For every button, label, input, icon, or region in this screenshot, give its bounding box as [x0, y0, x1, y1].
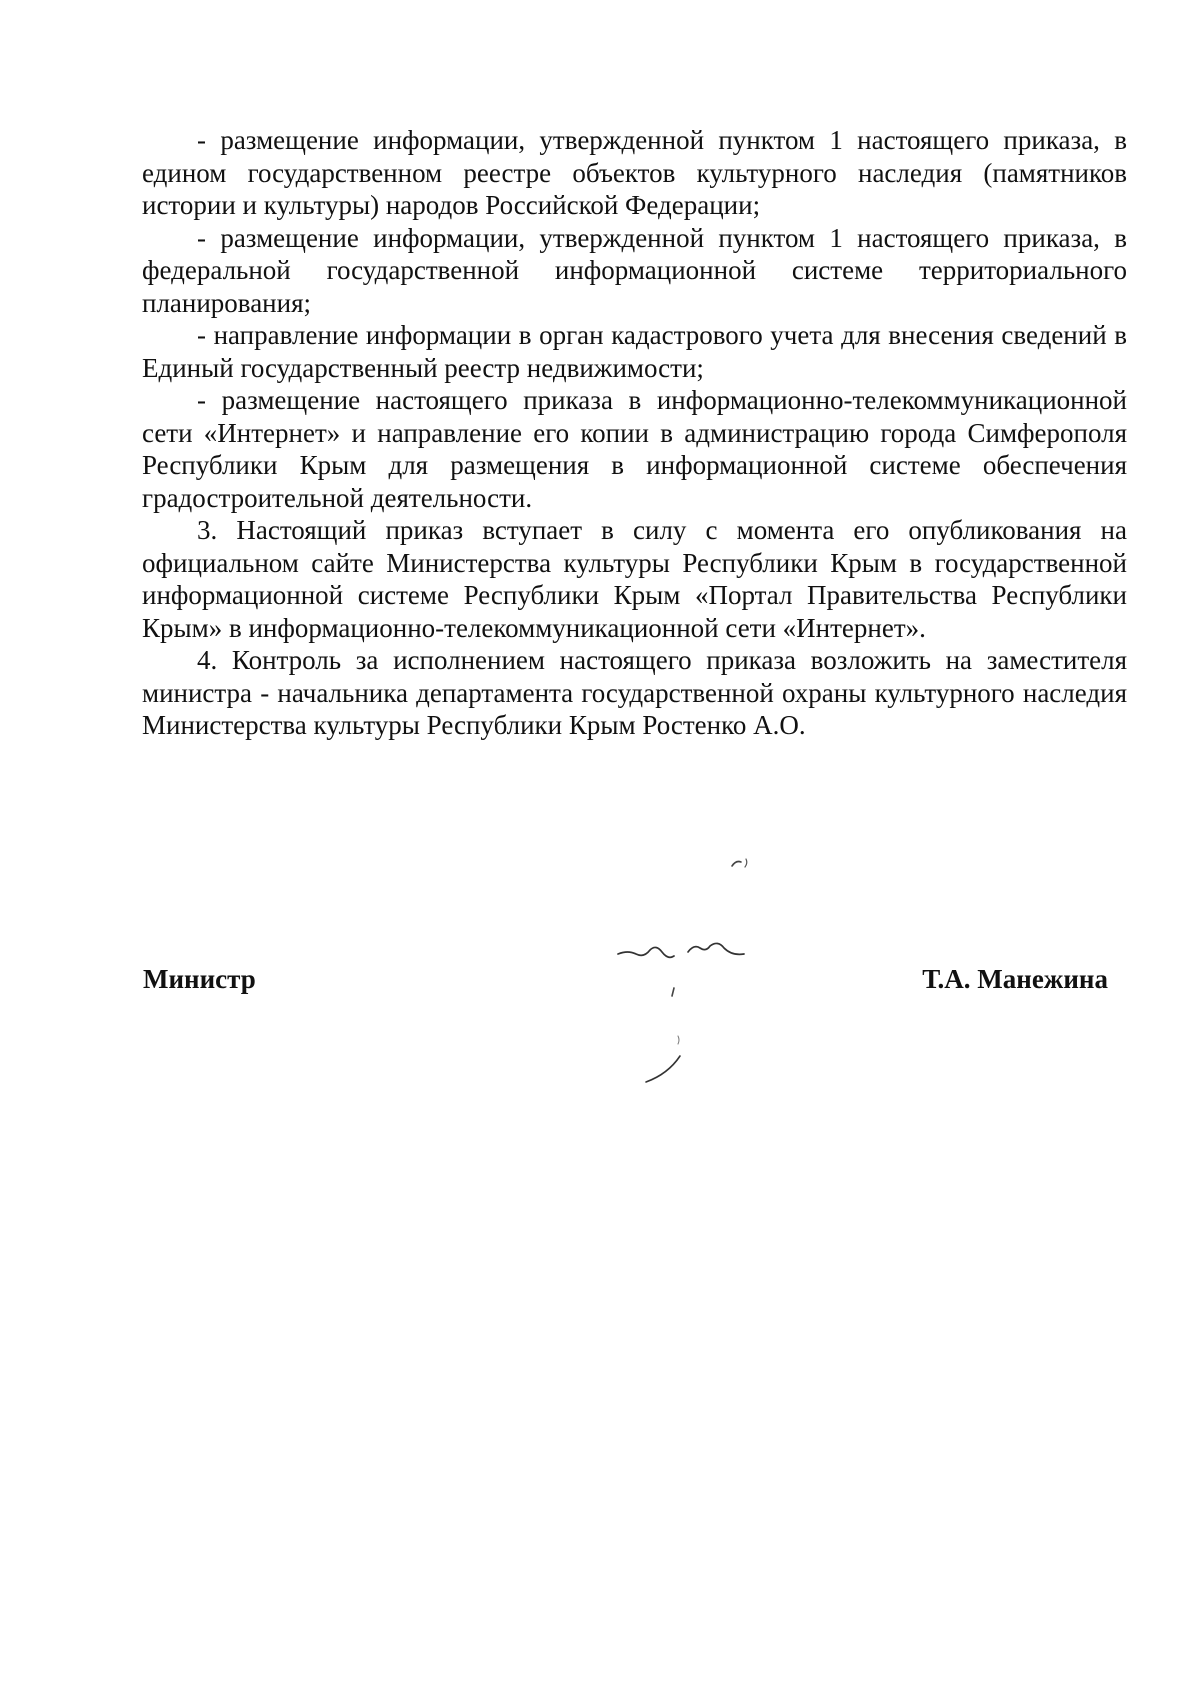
paragraph-effective-date: 3. Настоящий приказ вступает в силу с момента его опубликования на официальном сайте Министерства культуры Республики Крым в государственной информационной системе Республики Крым «Портал Правительства Республики Крым» в информационно-телекоммуникационной сети «Интернет». — [142, 515, 1127, 643]
signatory-name: Т.А. Манежина — [922, 964, 1108, 994]
handwritten-signature — [590, 840, 770, 1100]
document-body — [142, 124, 1127, 742]
paragraph-fgis-tp-placement: - размещение информации, утвержденной пунктом 1 настоящего приказа, в федеральной государственной информационной системе территориального планирования; — [142, 222, 1127, 318]
paragraph-egrokn-placement: - размещение информации, утвержденной пунктом 1 настоящего приказа, в едином государственном реестре объектов культурного наследия (памятников истории и культуры) народов Российской Федерации; — [142, 125, 1127, 220]
paragraph-internet-placement: - размещение настоящего приказа в информационно-телекоммуникационной сети «Интернет» и направление его копии в администрацию города Симферополя Республики Крым для размещения в информационной системе обеспечения градостроительной деятельности. — [142, 385, 1127, 513]
paragraph-control: 4. Контроль за исполнением настоящего приказа возложить на заместителя министра - начальника департамента государственной охраны культурного наследия Министерства культуры Республики Крым Ростенко А.О. — [142, 645, 1127, 740]
paragraph-cadastre-notice: - направление информации в орган кадастрового учета для внесения сведений в Единый государственный реестр недвижимости; — [142, 320, 1127, 383]
signatory-position: Министр — [143, 964, 256, 994]
